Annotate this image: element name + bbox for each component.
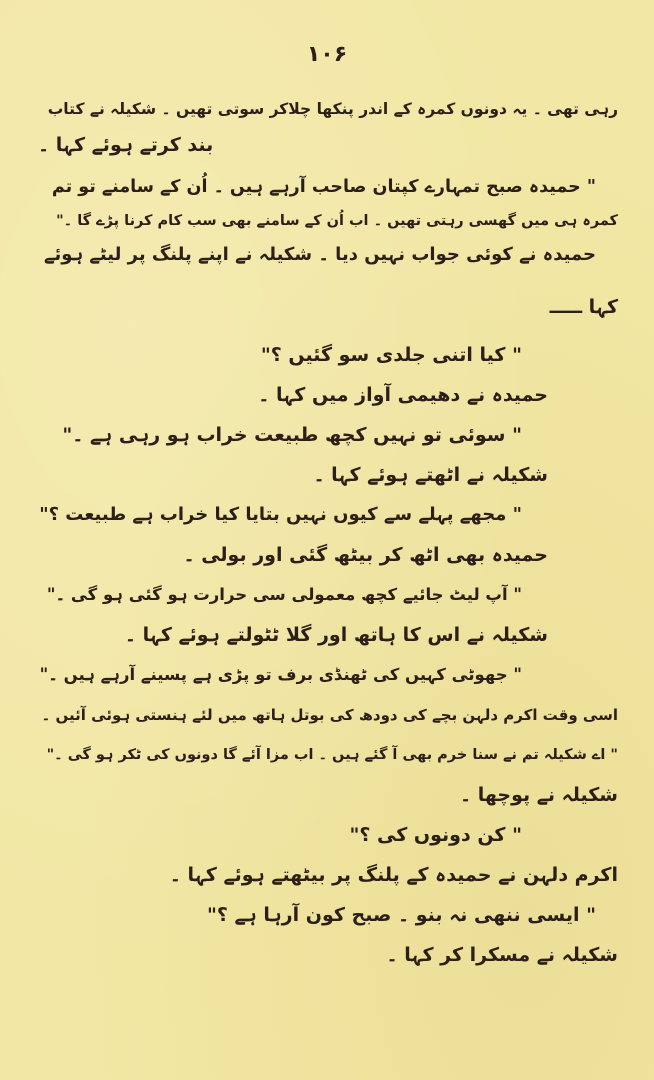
page-number: ۱۰۶ (306, 42, 348, 67)
text-line: " سوئی تو نہیں کچھ طبیعت خراب ہو رہی ہے ۔" (62, 424, 522, 446)
text-line: " کیا اتنی جلدی سو گئیں ؟" (260, 344, 522, 366)
text-line: رہی تھی ۔ یہ دونوں کمرہ کے اندر پنکھا چلاکر سوتی تھیں ۔ شکیلہ نے کتاب (47, 100, 618, 118)
text-line: حمیدہ نے کوئی جواب نہیں دیا ۔ شکیلہ نے اپنے پلنگ پر لیٹے ہوئے (43, 244, 596, 265)
text-line: شکیلہ نے اس کا ہاتھ اور گلا ٹٹولتے ہوئے کہا ۔ (124, 624, 548, 646)
text-line: " اے شکیلہ تم نے سنا خرم بھی آ گئے ہیں ۔ اب مزا آئے گا دونوں کی ٹکر ہو گی ۔" (46, 747, 618, 763)
text-line: شکیلہ نے پوچھا ۔ (459, 784, 618, 806)
text-line: " کن دونوں کی ؟" (349, 824, 522, 846)
text-line: کمرہ ہی میں گھسی رہتی تھیں ۔ اب اُن کے سامنے بھی سب کام کرنا پڑے گا ۔" (56, 213, 618, 229)
text-line: حمیدہ بھی اٹھ کر بیٹھ گئی اور بولی ۔ (183, 544, 548, 566)
text-line: اکرم دلہن نے حمیدہ کے پلنگ پر بیٹھتے ہوئے کہا ۔ (169, 864, 618, 886)
text-line: حمیدہ نے دھیمی آواز میں کہا ۔ (258, 384, 548, 406)
text-line: " مجھے پہلے سے کیوں نہیں بتایا کیا خراب ہے طبیعت ؟" (39, 504, 522, 525)
text-line: اسی وقت اکرم دلہن بچے کی دودھ کی بوتل ہاتھ میں لئے ہنستی ہوئی آئیں ۔ (41, 706, 618, 724)
text-line: " آپ لیٹ جائیے کچھ معمولی سی حرارت ہو گئی ہو گی ۔" (46, 585, 522, 604)
text-line: شکیلہ نے اٹھتے ہوئے کہا ۔ (313, 464, 548, 486)
text-line: " ایسی ننھی نہ بنو ۔ صبح کون آرہا ہے ؟" (207, 904, 596, 926)
text-line: " جھوٹی کہیں کی ٹھنڈی برف تو پڑی ہے پسینے آرہے ہیں ۔" (39, 665, 522, 684)
text-line: کہا ـــــ (549, 296, 618, 318)
text-line: بند کرتے ہوئے کہا ۔ (38, 134, 214, 156)
text-line: شکیلہ نے مسکرا کر کہا ۔ (386, 944, 618, 966)
text-line: " حمیدہ صبح تمہارے کپتان صاحب آرہے ہیں ۔ اُن کے سامنے تو تم (51, 177, 596, 197)
